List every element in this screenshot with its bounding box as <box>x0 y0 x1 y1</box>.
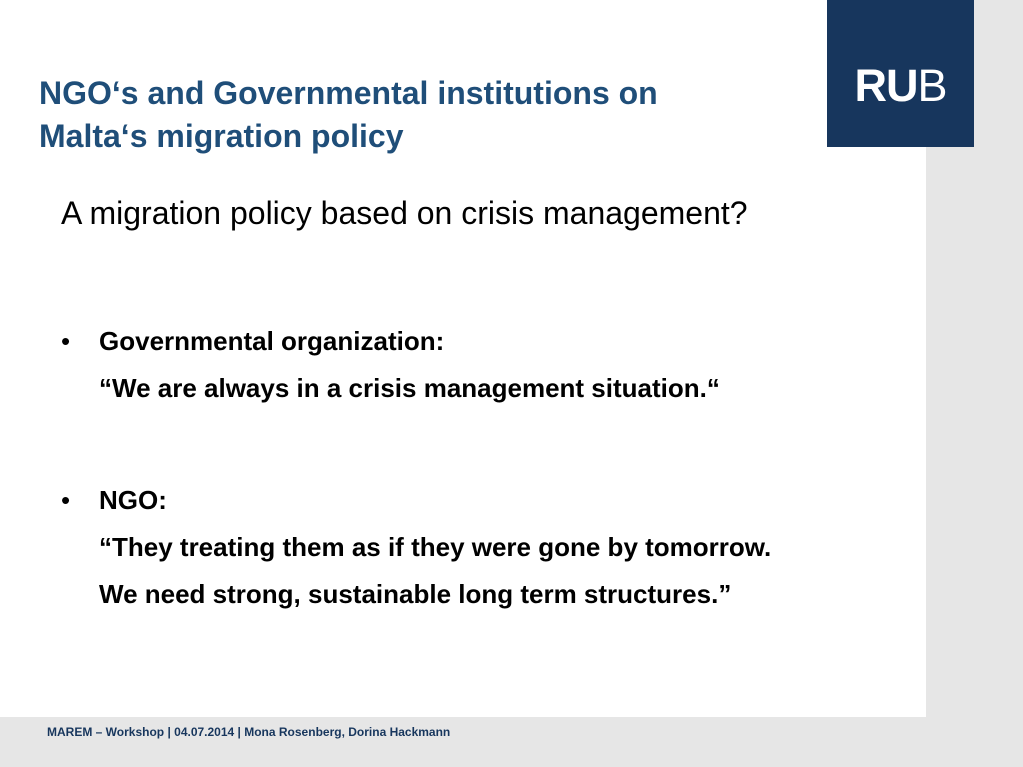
footer-text: MAREM – Workshop | 04.07.2014 | Mona Rosenberg, Dorina Hackmann <box>47 725 451 739</box>
bullet-heading: Governmental organization: <box>99 326 445 356</box>
bullet-dot-icon: • <box>61 485 71 515</box>
bullet-quote-line: “They treating them as if they were gone by tomorrow. <box>99 532 772 562</box>
slide-title <box>39 72 819 158</box>
bullet-quote-line: We need strong, sustainable long term structures.” <box>99 579 732 609</box>
slide-subtitle: A migration policy based on crisis management? <box>61 195 748 231</box>
logo-text-light: B <box>917 60 947 111</box>
rub-logo-text <box>827 61 974 111</box>
logo-text-bold: RU <box>854 60 918 111</box>
slide-title-line-2: Malta‘s migration policy <box>39 118 404 154</box>
bullet-body <box>99 321 919 415</box>
bullet-body <box>99 480 919 621</box>
bullet-dot-icon: • <box>61 326 71 356</box>
bullet-heading: NGO: <box>99 485 167 515</box>
bullet-quote-line: “We are always in a crisis management situation.“ <box>99 373 720 403</box>
rub-logo <box>827 0 974 147</box>
slide-title-line-1: NGO‘s and Governmental institutions on <box>39 75 658 111</box>
